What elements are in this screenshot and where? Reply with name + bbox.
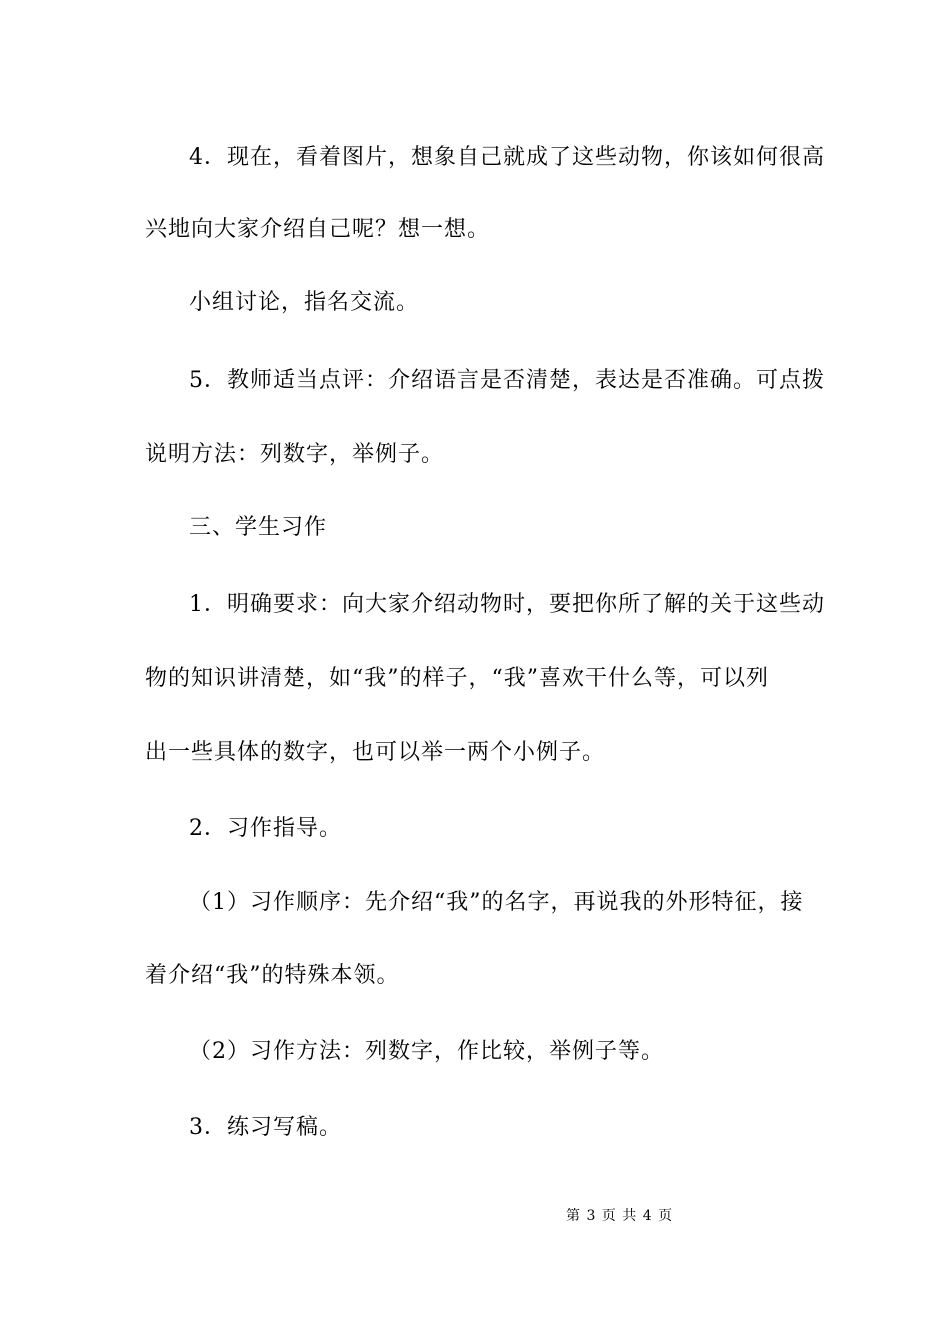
paragraph-line: 4．现在，看着图片，想象自己就成了这些动物，你该如何很高 [189, 145, 825, 170]
paragraph-line: 出一些具体的数字，也可以举一两个小例子。 [145, 740, 606, 765]
paragraph-line: 2．习作指导。 [189, 816, 342, 841]
paragraph-line: 5．教师适当点评：介绍语言是否清楚，表达是否准确。可点拨 [189, 368, 825, 393]
paragraph-line: （2）习作方法：列数字，作比较，举例子等。 [189, 1039, 664, 1064]
section-heading: 三、学生习作 [189, 515, 328, 540]
paragraph-line: 3．练习写稿。 [189, 1115, 342, 1140]
paragraph-line: 物的知识讲清楚，如“我”的样子，“我”喜欢干什么等，可以列 [145, 666, 769, 691]
paragraph-line: （1）习作顺序：先介绍“我”的名字，再说我的外形特征，接 [189, 890, 804, 915]
paragraph-line: 兴地向大家介绍自己呢？想一想。 [145, 217, 491, 242]
paragraph-line: 1．明确要求：向大家介绍动物时，要把你所了解的关于这些动 [189, 592, 825, 617]
paragraph-line: 着介绍“我”的特殊本领。 [145, 963, 400, 988]
page-number-footer: 第 3 页 共 4 页 [566, 1208, 674, 1224]
paragraph-line: 小组讨论，指名交流。 [189, 290, 420, 315]
paragraph-line: 说明方法：列数字，举例子。 [145, 442, 445, 467]
